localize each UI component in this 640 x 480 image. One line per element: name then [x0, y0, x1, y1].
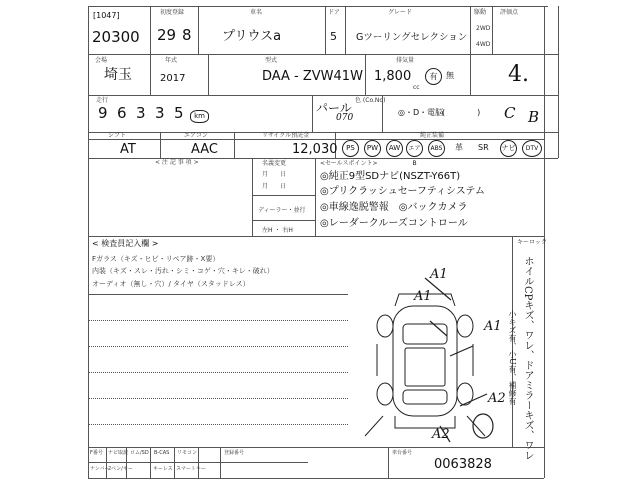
bottom-label: ナビ取説 [108, 450, 129, 456]
region: 埼玉 [104, 67, 132, 83]
divider [198, 6, 199, 54]
car-name: プリウスa [222, 29, 282, 44]
frame-left [88, 6, 89, 478]
wheel-front-left [377, 315, 393, 337]
inspector-line: 内装（キズ・スレ・汚れ・シミ・コゲ・穴・キレ・破れ） [92, 267, 274, 275]
divider [88, 320, 348, 321]
mileage-digit: 9 [98, 104, 108, 122]
color: パール [316, 101, 352, 115]
year-month: 8 [182, 26, 192, 44]
divider [160, 132, 161, 158]
divider [470, 54, 471, 95]
handle-options: 左H ・ 右H [262, 227, 293, 234]
mileage-label: 走行 [96, 97, 109, 104]
lot-label: [1047] [93, 11, 120, 20]
divider [388, 447, 389, 478]
equip-ps-icon: PS [342, 140, 359, 157]
equip-abs-icon: ABS [428, 140, 445, 157]
selling-point: ◎プリクラッシュセーフティシステム [320, 186, 486, 197]
equip-leather-icon: 革 [455, 143, 463, 152]
mileage-digit: 3 [155, 104, 165, 122]
wheel-rear-left [377, 383, 393, 405]
divider [252, 158, 253, 236]
divider [198, 447, 199, 478]
year-era: 29 [157, 26, 177, 44]
transmission: AT [120, 142, 136, 157]
frame-line [88, 236, 544, 237]
car-rear-window [403, 390, 447, 404]
grade-label: グレード [388, 9, 413, 16]
divider [150, 447, 151, 478]
model-year: 2017 [160, 73, 186, 84]
divider [88, 346, 348, 347]
bottom-label: B-CAS [154, 450, 170, 456]
equipment-label: 純正装備 [420, 132, 445, 139]
selling-point: ◎車線逸脱警報 ◎バックカメラ [320, 202, 468, 213]
divider [208, 54, 209, 95]
divider [150, 6, 151, 54]
selling-point: ◎純正9型SDナビ(NSZT-Y66T) [320, 171, 461, 182]
damage-mark: A2 [432, 427, 450, 442]
divider [220, 447, 221, 478]
equip-navi-icon: ナビ [500, 140, 517, 157]
mileage-digit: 3 [136, 104, 146, 122]
dealer-label: ディーラー・並行 [258, 207, 306, 214]
bottom-label: ロム/SD [130, 450, 149, 456]
color-label: 色 (Co.No) [355, 97, 386, 104]
divider [312, 95, 313, 132]
recycle-fee: 12,030 [292, 142, 338, 157]
selling-point: ◎レーダークルーズコントロール [320, 218, 468, 229]
damage-marks [425, 278, 493, 442]
owner-row-2: 月 日 [262, 183, 287, 190]
bottom-label: 登録番号 [224, 450, 245, 456]
lot-number: 20300 [92, 28, 140, 46]
bottom-label-2: スマートキー [176, 466, 206, 472]
bottom-label-2: ナンバー [90, 466, 110, 472]
bottom-label: 車台番号 [392, 450, 413, 456]
frame-line [88, 95, 558, 96]
mileage-unit: km [190, 110, 209, 123]
fuel-other: 無 [446, 71, 454, 80]
divider [492, 6, 493, 54]
paint-paren: ( ) [442, 108, 481, 117]
divider [88, 372, 348, 373]
frame-line [88, 54, 558, 55]
owner-row: 月 日 [262, 171, 287, 178]
side-note-label: キーロック [517, 239, 547, 246]
exterior-grade: B [528, 108, 540, 126]
shift-label: シフト [108, 132, 127, 139]
fuel-mark: 有 [425, 68, 442, 85]
doors: 5 [330, 30, 337, 43]
divider [315, 158, 316, 236]
aircon: AAC [191, 142, 218, 157]
divider [88, 424, 348, 425]
car-windshield [403, 324, 447, 344]
paint-options: ◎・D・電脳 [398, 108, 444, 117]
drive-4wd: 4WD [476, 41, 491, 48]
inspector-line: Fガラス（キズ・ヒビ・リペア跡・X要） [92, 255, 220, 263]
interior-grade: C [504, 104, 516, 122]
equip-dtv-icon: DTV [522, 140, 542, 157]
aircon-label: エアコン [184, 132, 208, 139]
damage-mark: A2 [488, 391, 506, 406]
car-rear-mirrors [365, 416, 485, 436]
frame-line [88, 447, 544, 448]
chassis-number: 0063828 [434, 457, 492, 472]
divider [345, 6, 346, 54]
divider [252, 195, 315, 196]
bottom-label-2: 2ペン/キー [108, 466, 133, 472]
score-label: 評価点 [500, 9, 519, 16]
notes-header: < 注 記 事 項 > [155, 159, 199, 166]
owner-label: 名義変更 [262, 160, 287, 167]
divider [252, 220, 315, 221]
model-year-label: 年式 [165, 57, 178, 64]
grade: Gツーリングセレクション [356, 32, 468, 43]
car-name-label: 車名 [250, 9, 263, 16]
damage-mark: A1 [484, 319, 502, 334]
divider [150, 54, 151, 95]
recycle-label: リサイクル預託金 [262, 132, 310, 139]
frame-right-top [558, 6, 559, 158]
divider [174, 447, 175, 478]
displacement: 1,800 [374, 69, 412, 84]
frame-line [88, 132, 558, 133]
damage-line [450, 346, 473, 356]
divider [325, 6, 326, 54]
score: 4. [508, 62, 529, 87]
bottom-label-2: キーレス [153, 466, 173, 472]
car-roof [405, 348, 445, 386]
equip-aw-icon: AW [386, 140, 403, 157]
car-doors [377, 344, 473, 376]
model-label: 型式 [265, 57, 278, 64]
divider [88, 398, 348, 399]
damage-mark: A1 [430, 267, 448, 282]
year-label: 初度登録 [160, 9, 185, 16]
selling-point-label: <セールスポイント> [320, 160, 378, 167]
frame-top [88, 6, 548, 7]
damage-line [460, 394, 487, 406]
drive-label: 駆動 [474, 9, 487, 16]
side-note: ホイルCPキズ、ワレ、ドアミラーキズ、ワレ [522, 256, 533, 461]
equip-airbag-icon: エアB [406, 140, 423, 157]
frame-bottom [88, 478, 544, 479]
cc-label: 排気量 [396, 57, 415, 64]
divider [88, 294, 348, 295]
divider [88, 139, 544, 140]
divider [365, 54, 366, 95]
damage-line [430, 321, 447, 336]
doors-label: ドア [328, 9, 340, 16]
divider [382, 95, 383, 132]
cc-unit: cc [413, 84, 420, 91]
inspector-label: < 検査員記入欄 > [92, 239, 159, 248]
model-code: DAA - ZVW41W [262, 69, 363, 84]
equip-sunroof-icon: SR [478, 143, 489, 152]
divider [470, 6, 471, 54]
damage-mark: A1 [414, 289, 432, 304]
bottom-label: F番号 [90, 450, 103, 456]
color-code: 070 [336, 113, 354, 123]
mileage-digit: 5 [174, 104, 184, 122]
mileage-digit: 6 [117, 104, 127, 122]
bottom-label: リモコン [177, 450, 198, 456]
wheel-front-right [457, 315, 473, 337]
drive-2wd: 2WD [476, 25, 491, 32]
divider [106, 447, 107, 478]
inspector-line: オーディオ（無し・穴）/ タイヤ（スタッドレス） [92, 280, 250, 288]
venue-label: 会場 [95, 57, 108, 64]
equip-pw-icon: PW [364, 140, 381, 157]
side-note-2: 小キズ有、小U有、補修有 [508, 310, 517, 405]
divider [234, 132, 235, 158]
